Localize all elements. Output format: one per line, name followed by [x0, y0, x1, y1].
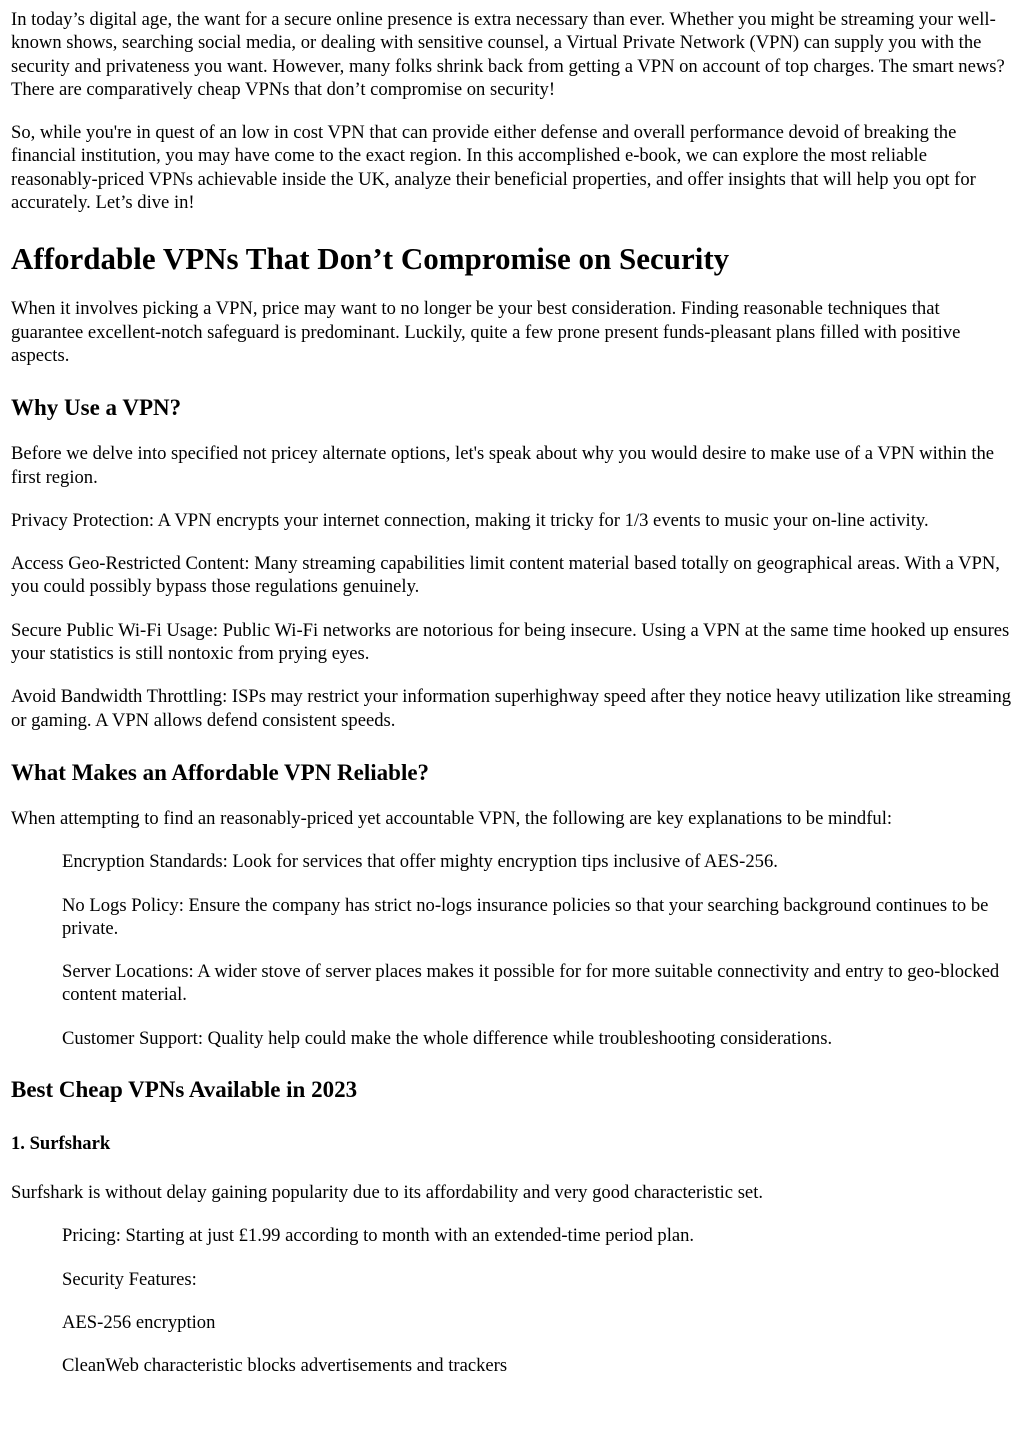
main-heading: Affordable VPNs That Don’t Compromise on Security [11, 241, 730, 277]
best-cheap-heading: Best Cheap VPNs Available in 2023 [11, 1077, 358, 1103]
why-item-privacy: Privacy Protection: A VPN encrypts your internet connection, making it tricky for 1/3 events to music your on-line activity. [11, 509, 929, 531]
why-item-wifi: Secure Public Wi-Fi Usage: Public Wi-Fi networks are notorious for being insecure. Using a VPN at the same time hooked up ensures your statistics is still nontoxic from prying eyes. [11, 619, 1010, 665]
reliable-item-encryption: Encryption Standards: Look for services that offer mighty encryption tips inclusive of AES-256. [62, 851, 778, 873]
intro-paragraph-2: So, while you're in quest of an low in cost VPN that can provide either defense and overall performance devoid of breaking the financial institution, you may have come to the exact region. In this accomplished e-book, we can explore the most reliable reasonably-priced VPNs achievable inside the UK, analyze their beneficial properties, and offer insights that will help you opt for accurately. Let’s dive in! [11, 122, 976, 214]
surfshark-item-aes: AES-256 encryption [62, 1311, 216, 1333]
surfshark-intro-paragraph: Surfshark is without delay gaining popularity due to its affordability and very good characteristic set. [11, 1182, 764, 1204]
reliable-item-servers: Server Locations: A wider stove of server places makes it possible for for more suitable connectivity and entry to geo-blocked content material. [62, 961, 1000, 1006]
why-item-throttling: Avoid Bandwidth Throttling: ISPs may restrict your information superhighway speed after they notice heavy utilization like streaming or gaming. A VPN allows defend consistent speeds. [11, 686, 1012, 731]
surfshark-heading: 1. Surfshark [11, 1133, 111, 1155]
surfshark-item-security-features: Security Features: [62, 1268, 197, 1290]
surfshark-item-cleanweb: CleanWeb characteristic blocks advertisements and trackers [62, 1355, 508, 1377]
main-paragraph: When it involves picking a VPN, price may want to no longer be your best consideration. Finding reasonable techniques that guarantee excellent-notch safeguard is predominant. Luckily, quite a few prone present funds-pleasant plans filled with positive aspects. [11, 298, 961, 366]
why-item-geo: Access Geo-Restricted Content: Many streaming capabilities limit content material based totally on geographical areas. With a VPN, you could possibly bypass those regulations genuinely. [11, 553, 1000, 598]
reliable-item-no-logs: No Logs Policy: Ensure the company has strict no-logs insurance policies so that your searching background continues to be private. [62, 894, 989, 939]
reliable-intro-paragraph: When attempting to find an reasonably-priced yet accountable VPN, the following are key explanations to be mindful: [11, 807, 893, 829]
surfshark-item-pricing: Pricing: Starting at just £1.99 according to month with an extended-time period plan. [62, 1225, 695, 1247]
why-use-vpn-heading: Why Use a VPN? [11, 395, 182, 421]
reliable-heading: What Makes an Affordable VPN Reliable? [11, 759, 430, 785]
why-intro-paragraph: Before we delve into specified not pricey alternate options, let's speak about why you would desire to make use of a VPN within the first region. [11, 443, 995, 488]
reliable-item-support: Customer Support: Quality help could make the whole difference while troubleshooting considerations. [62, 1027, 833, 1049]
intro-paragraph-1: In today’s digital age, the want for a secure online presence is extra necessary than ever. Whether you might be streaming your well-known shows, searching social media, or dealing with sensitive counsel, a Virtual Private Network (VPN) can supply you with the security and privateness you want. However, many folks shrink back from getting a VPN on account of top charges. The smart news? There are comparatively cheap VPNs that don’t compromise on security! [11, 9, 1005, 100]
